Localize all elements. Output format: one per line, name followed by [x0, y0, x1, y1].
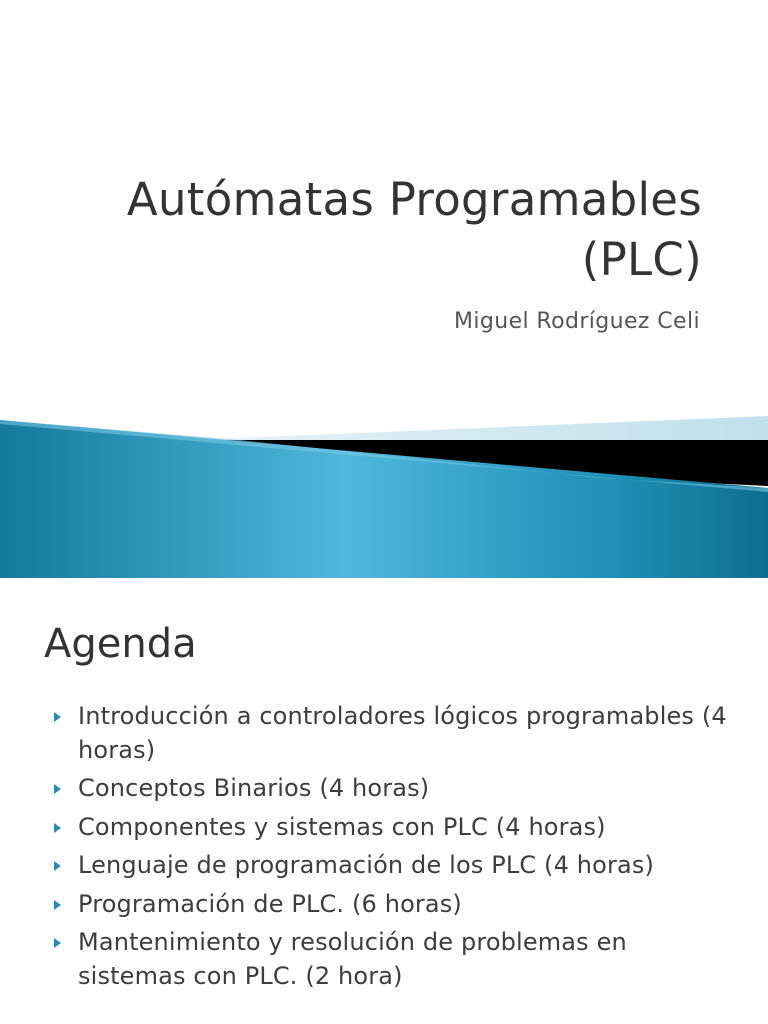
agenda-item [52, 700, 732, 767]
agenda-item [52, 811, 732, 845]
triangle-right-icon [54, 712, 61, 722]
triangle-right-icon [54, 784, 61, 794]
triangle-right-icon [54, 861, 61, 871]
agenda-item-label: Introducción a controladores lógicos programables (4 horas) [78, 702, 727, 764]
agenda-item-label: Programación de PLC. (6 horas) [78, 889, 462, 918]
triangle-right-icon [54, 823, 61, 833]
slide-title-line-1: Autómatas Programables [126, 173, 702, 226]
agenda-item [52, 888, 732, 922]
agenda-slide [0, 578, 768, 1024]
slide-title [22, 170, 702, 290]
agenda-item-label: Lenguaje de programación de los PLC (4 horas) [78, 851, 654, 879]
agenda-list [52, 700, 732, 998]
slide-title-line-2: (PLC) [581, 233, 702, 286]
agenda-item-label: Mantenimiento y resolución de problemas en sistemas con PLC. (2 hora) [78, 928, 627, 990]
agenda-item [52, 849, 732, 883]
triangle-right-icon [54, 900, 61, 910]
agenda-item [52, 926, 732, 993]
light-blue-band [190, 416, 768, 440]
agenda-item-label: Conceptos Binarios (4 horas) [78, 774, 430, 802]
slide-subtitle: Miguel Rodríguez Celi [453, 309, 700, 334]
agenda-item-label: Componentes y sistemas con PLC (4 horas) [78, 812, 606, 841]
triangle-right-icon [54, 938, 61, 948]
decorative-wave-band [0, 400, 768, 578]
agenda-title: Agenda [44, 621, 197, 667]
agenda-item [52, 772, 732, 806]
